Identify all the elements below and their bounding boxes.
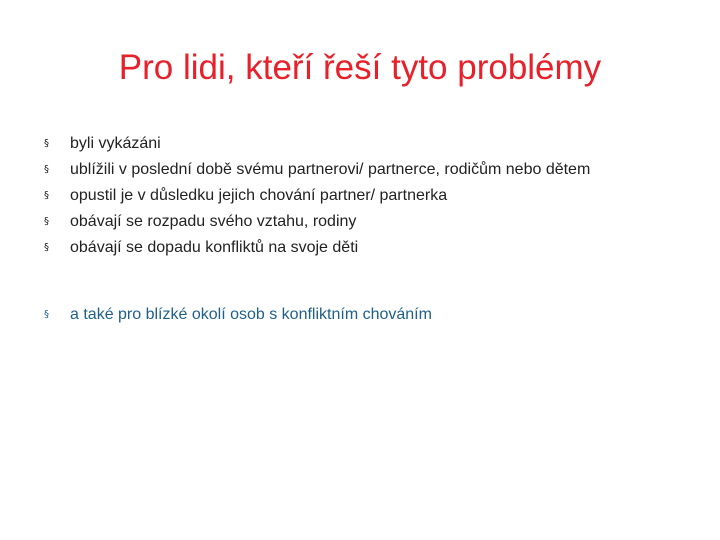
extra-bullet-text: a také pro blízké okolí osob s konfliktním chováním	[70, 306, 432, 323]
slide-title: Pro lidi, kteří řeší tyto problémy	[118, 48, 602, 87]
bullet-marker-icon: §	[44, 138, 49, 149]
bullet-text: opustil je v důsledku jejich chování partner/ partnerka	[70, 187, 448, 204]
bullet-marker-icon: §	[44, 242, 49, 253]
bullet-marker-icon: §	[44, 216, 49, 227]
bullet-text: obávají se dopadu konfliktů na svoje děti	[70, 239, 359, 256]
bullet-marker-icon: §	[44, 190, 49, 201]
bullet-text: ublížili v poslední době svému partnerovi/ partnerce, rodičům nebo dětem	[70, 161, 591, 178]
bullet-marker-icon: §	[44, 164, 49, 175]
bullet-text: obávají se rozpadu svého vztahu, rodiny	[70, 213, 357, 230]
bullet-marker-icon: §	[44, 309, 49, 320]
bullet-text: byli vykázáni	[70, 135, 161, 152]
